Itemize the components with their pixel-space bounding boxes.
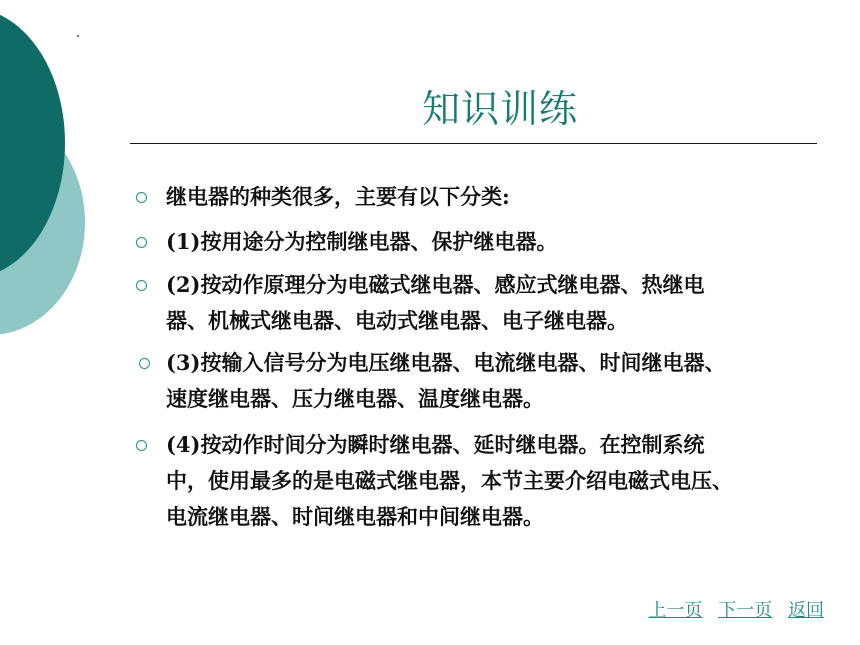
bullet-marker-icon <box>136 440 147 451</box>
list-item-line: 中，使用最多的是电磁式继电器，本节主要介绍电磁式电压、 <box>166 468 733 493</box>
list-item <box>166 267 704 339</box>
bullet-marker-icon <box>136 192 147 203</box>
slide-navigation <box>639 596 824 622</box>
bullet-marker-icon <box>139 358 150 369</box>
list-item-line: (2)按动作原理分为电磁式继电器、感应式继电器、热继电 <box>166 272 705 297</box>
list-item-line: 电流继电器、时间继电器和中间继电器。 <box>166 504 544 529</box>
list-item <box>166 179 510 215</box>
slide-title: 知识训练 <box>421 87 578 131</box>
next-page-link[interactable]: 下一页 <box>718 600 773 621</box>
list-item <box>166 224 557 260</box>
decorative-dot <box>77 35 79 37</box>
list-item-line: 速度继电器、压力继电器、温度继电器。 <box>166 386 544 411</box>
bullet-marker-icon <box>136 237 147 248</box>
list-item <box>166 345 725 417</box>
list-item-line: (1)按用途分为控制继电器、保护继电器。 <box>166 229 558 254</box>
list-item-line: (3)按输入信号分为电压继电器、电流继电器、时间继电器、 <box>166 350 726 375</box>
back-link[interactable]: 返回 <box>788 600 824 621</box>
list-item <box>166 427 733 535</box>
list-item-line: 继电器的种类很多，主要有以下分类: <box>166 184 510 209</box>
prev-page-link[interactable]: 上一页 <box>648 600 703 621</box>
list-item-line: 器、机械式继电器、电动式继电器、电子继电器。 <box>166 308 628 333</box>
title-divider <box>130 143 817 144</box>
list-item-line: (4)按动作时间分为瞬时继电器、延时继电器。在控制系统 <box>166 432 705 457</box>
bullet-marker-icon <box>136 280 147 291</box>
